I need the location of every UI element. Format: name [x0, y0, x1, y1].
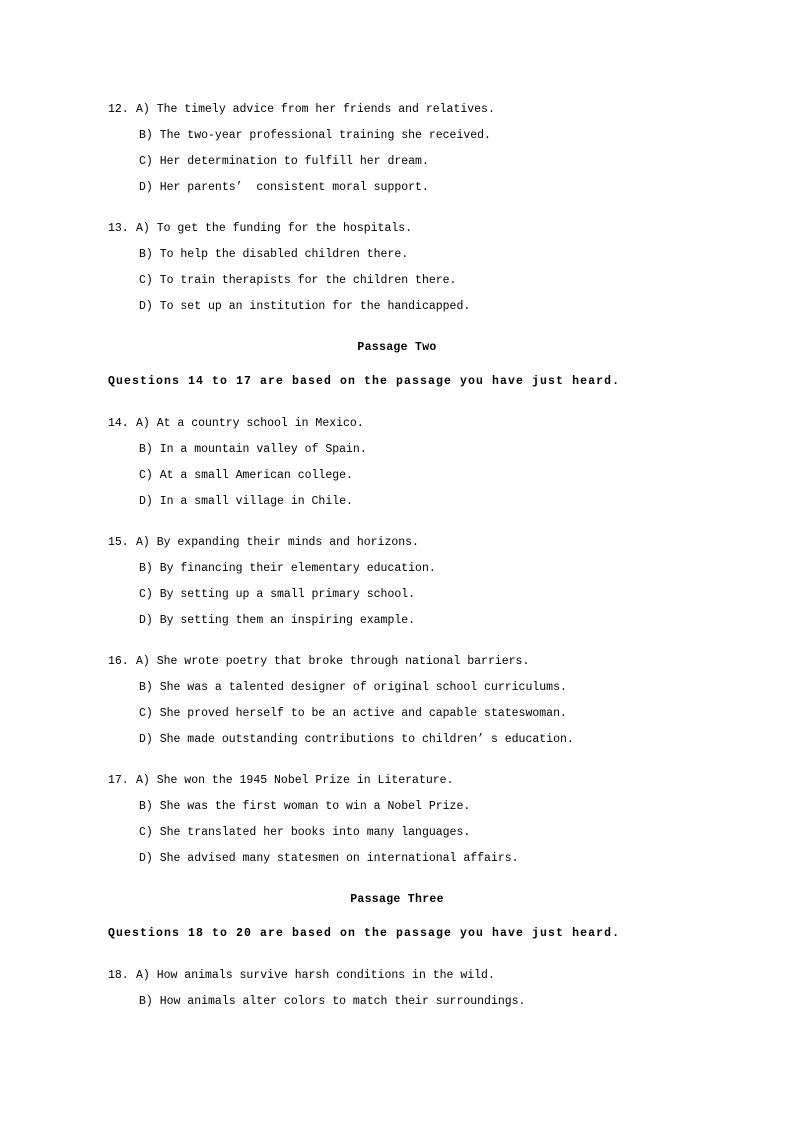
- answer-option: [108, 467, 708, 493]
- question-number: 14.: [108, 417, 129, 430]
- answer-option: [108, 993, 708, 1019]
- passage-heading: Passage Three: [350, 893, 444, 906]
- answer-option: [108, 679, 708, 705]
- answer-option: [108, 824, 708, 850]
- question-15: [108, 534, 708, 638]
- question-16: [108, 653, 708, 757]
- option-text: B) In a mountain valley of Spain.: [139, 443, 367, 456]
- question-number: 16.: [108, 655, 129, 668]
- question-number: 12.: [108, 103, 129, 116]
- answer-option: [108, 246, 708, 272]
- option-text: B) She was the first woman to win a Nobel Prize.: [139, 800, 471, 813]
- question-number: 15.: [108, 536, 129, 549]
- question-17: [108, 772, 708, 876]
- answer-option: [108, 101, 708, 127]
- option-text: A) At a country school in Mexico.: [136, 417, 364, 430]
- option-text: C) Her determination to fulfill her dream.: [139, 155, 429, 168]
- answer-option: [108, 441, 708, 467]
- option-text: B) To help the disabled children there.: [139, 248, 409, 261]
- option-text: C) She proved herself to be an active and capable stateswoman.: [139, 707, 567, 720]
- option-text: D) She made outstanding contributions to children’ s education.: [139, 733, 574, 746]
- question-18: [108, 967, 708, 1019]
- answer-option: [108, 179, 708, 205]
- answer-option: [108, 705, 708, 731]
- option-text: C) To train therapists for the children there.: [139, 274, 457, 287]
- option-text: A) By expanding their minds and horizons.: [136, 536, 419, 549]
- exam-document: [108, 101, 708, 1034]
- answer-option: [108, 534, 708, 560]
- answer-option: [108, 586, 708, 612]
- option-text: B) She was a talented designer of original school curriculums.: [139, 681, 567, 694]
- answer-option: [108, 272, 708, 298]
- passage-instruction: Questions 14 to 17 are based on the passage you have just heard.: [108, 375, 621, 388]
- answer-option: [108, 653, 708, 679]
- option-text: B) By financing their elementary education.: [139, 562, 436, 575]
- option-text: A) How animals survive harsh conditions in the wild.: [136, 969, 495, 982]
- question-12: [108, 101, 708, 205]
- option-text: D) To set up an institution for the handicapped.: [139, 300, 471, 313]
- answer-option: [108, 298, 708, 324]
- answer-option: [108, 560, 708, 586]
- answer-option: [108, 127, 708, 153]
- option-text: C) She translated her books into many languages.: [139, 826, 471, 839]
- answer-option: [108, 612, 708, 638]
- passage-instruction: Questions 18 to 20 are based on the passage you have just heard.: [108, 927, 621, 940]
- option-text: A) To get the funding for the hospitals.: [136, 222, 413, 235]
- answer-option: [108, 967, 708, 993]
- answer-option: [108, 220, 708, 246]
- answer-option: [108, 415, 708, 441]
- option-text: C) At a small American college.: [139, 469, 353, 482]
- option-text: A) She won the 1945 Nobel Prize in Literature.: [136, 774, 454, 787]
- answer-option: [108, 772, 708, 798]
- question-14: [108, 415, 708, 519]
- option-text: D) In a small village in Chile.: [139, 495, 353, 508]
- option-text: A) The timely advice from her friends and relatives.: [136, 103, 495, 116]
- option-text: B) The two-year professional training she received.: [139, 129, 491, 142]
- answer-option: [108, 731, 708, 757]
- option-text: D) She advised many statesmen on international affairs.: [139, 852, 519, 865]
- question-number: 13.: [108, 222, 129, 235]
- option-text: D) By setting them an inspiring example.: [139, 614, 416, 627]
- option-text: B) How animals alter colors to match their surroundings.: [139, 995, 526, 1008]
- passage-heading: Passage Two: [357, 341, 437, 354]
- option-text: D) Her parents’ consistent moral support.: [139, 181, 429, 194]
- question-number: 17.: [108, 774, 129, 787]
- answer-option: [108, 153, 708, 179]
- answer-option: [108, 850, 708, 876]
- question-number: 18.: [108, 969, 129, 982]
- option-text: A) She wrote poetry that broke through national barriers.: [136, 655, 530, 668]
- answer-option: [108, 798, 708, 824]
- question-13: [108, 220, 708, 324]
- answer-option: [108, 493, 708, 519]
- option-text: C) By setting up a small primary school.: [139, 588, 416, 601]
